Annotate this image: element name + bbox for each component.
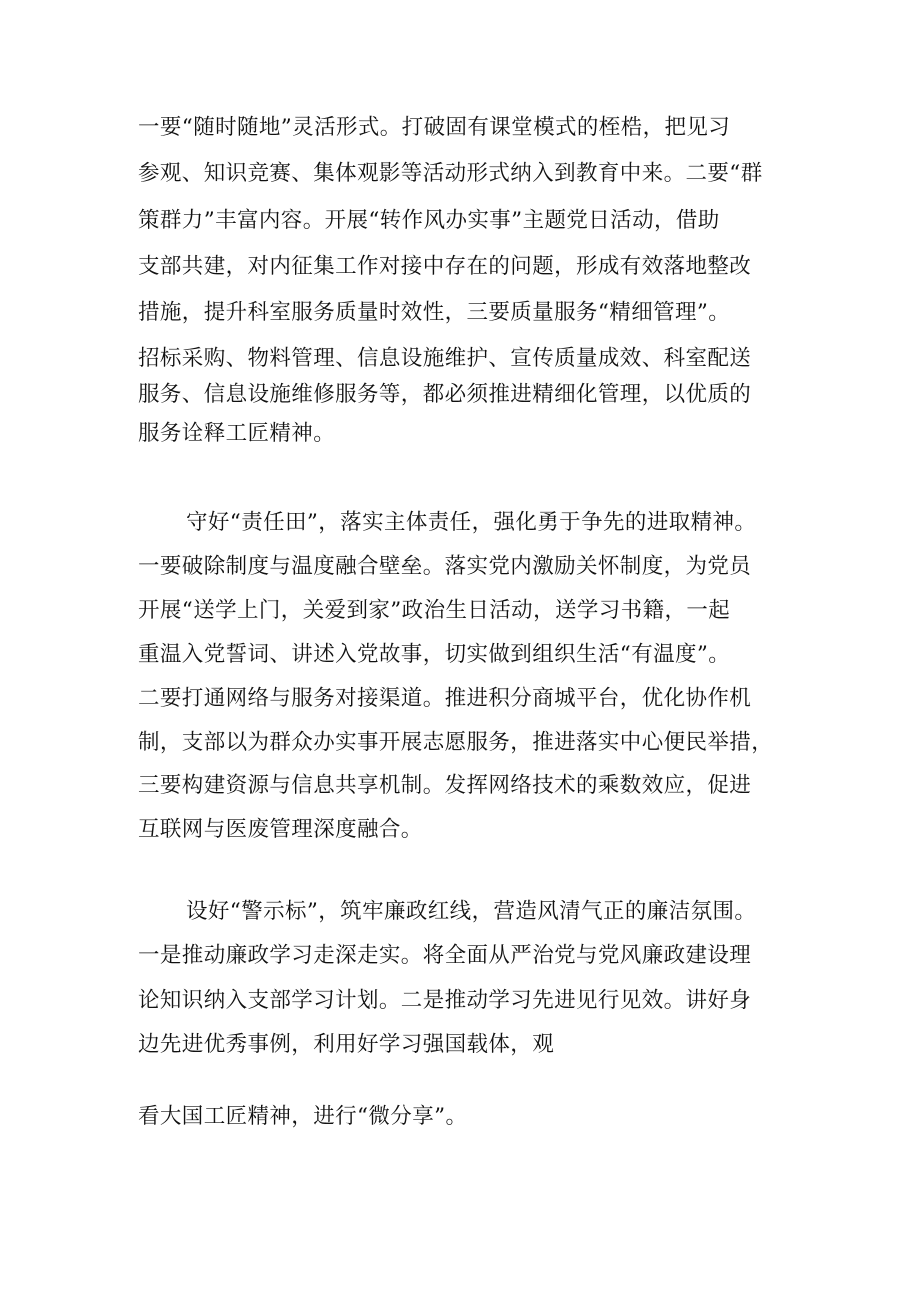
paragraph-line: 制，支部以为群众办实事开展志愿服务，推进落实中心便民举措， <box>138 730 774 755</box>
paragraph-line: 一要破除制度与温度融合壁垒。落实党内激励关怀制度，为党员 <box>138 554 752 579</box>
paragraph-line: 服务、信息设施维修服务等，都必须推进精细化管理，以优质的 <box>138 382 752 407</box>
paragraph-line: 设好“警示标”，筑牢廉政红线，营造风清气正的廉洁氛围。 <box>186 899 757 924</box>
paragraph-line: 看大国工匠精神，进行“微分享”。 <box>138 1104 468 1129</box>
paragraph-line: 边先进优秀事例，利用好学习强国载体，观 <box>138 1032 555 1057</box>
paragraph-line: 服务诠释工匠精神。 <box>138 421 336 446</box>
paragraph-line: 策群力”丰富内容。开展“转作风办实事”主题党日活动，借助 <box>138 208 720 233</box>
paragraph-line: 一要“随时随地”灵活形式。打破固有课堂模式的桎梏，把见习 <box>138 115 731 140</box>
paragraph-line: 支部共建，对内征集工作对接中存在的问题，形成有效落地整改 <box>138 254 752 279</box>
paragraph-line: 三要构建资源与信息共享机制。发挥网络技术的乘数效应，促进 <box>138 773 752 798</box>
paragraph-line: 开展“送学上门，关爱到家”政治生日活动，送学习书籍，一起 <box>138 598 731 623</box>
paragraph-line: 二要打通网络与服务对接渠道。推进积分商城平台，优化协作机 <box>138 686 752 711</box>
paragraph-line: 措施，提升科室服务质量时效性，三要质量服务“精细管理”。 <box>138 300 731 325</box>
paragraph-line: 参观、知识竞赛、集体观影等活动形式纳入到教育中来。二要“群 <box>138 161 763 186</box>
paragraph-line: 一是推动廉政学习走深走实。将全面从严治党与党风廉政建设理 <box>138 943 752 968</box>
paragraph-line: 重温入党誓词、讲述入党故事，切实做到组织生活“有温度”。 <box>138 642 731 667</box>
paragraph-line: 互联网与医废管理深度融合。 <box>138 817 423 842</box>
paragraph-line: 招标采购、物料管理、信息设施维护、宣传质量成效、科室配送 <box>138 346 752 371</box>
paragraph-line: 守好“责任田”，落实主体责任，强化勇于争先的进取精神。 <box>186 510 757 535</box>
paragraph-line: 论知识纳入支部学习计划。二是推动学习先进见行见效。讲好身 <box>138 988 752 1013</box>
